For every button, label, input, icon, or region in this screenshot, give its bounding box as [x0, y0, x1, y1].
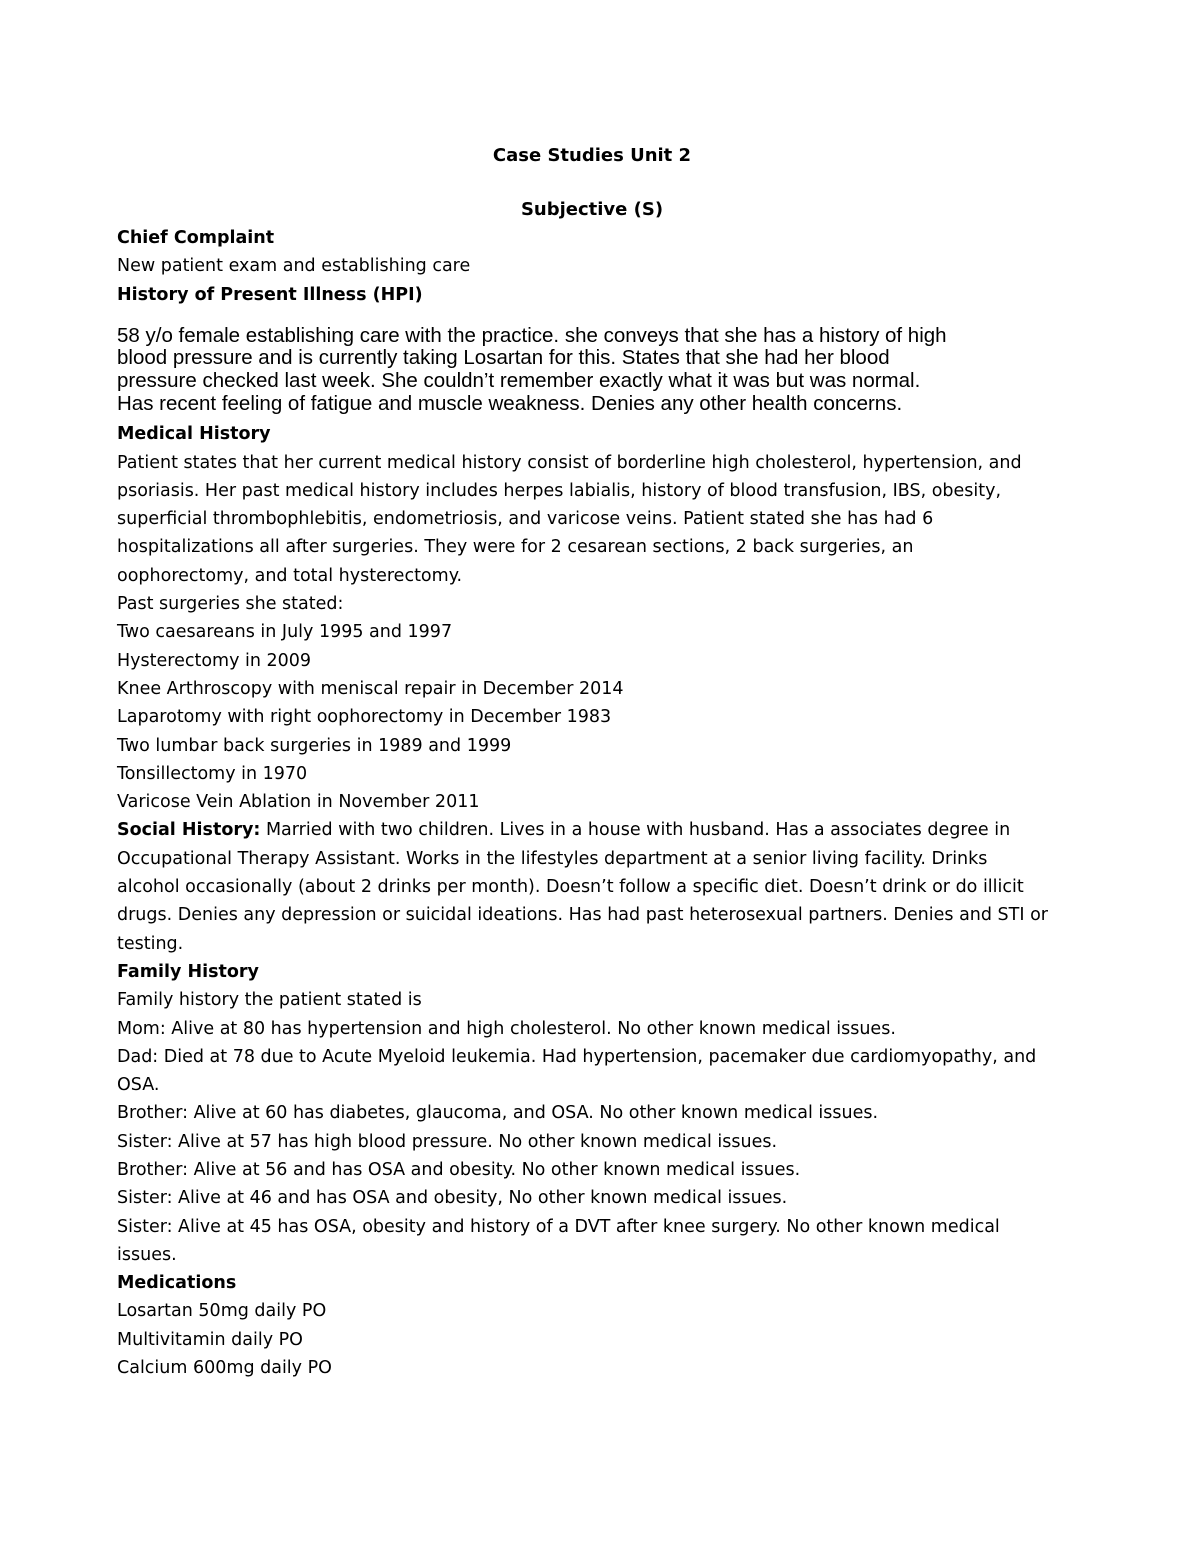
medical-history-line: hospitalizations all after surgeries. They were for 2 cesarean sections, 2 back surgeries, an: [117, 537, 914, 558]
family-history-line: Sister: Alive at 45 has OSA, obesity and history of a DVT after knee surgery. No other known medical: [117, 1216, 1000, 1237]
family-history-line: Family history the patient stated is: [117, 990, 422, 1011]
family-history-line: Sister: Alive at 46 and has OSA and obesity, No other known medical issues.: [117, 1188, 788, 1209]
chief-complaint-text: New patient exam and establishing care: [117, 256, 471, 277]
family-history-line: Brother: Alive at 60 has diabetes, glaucoma, and OSA. No other known medical issues.: [117, 1103, 879, 1124]
surgery-item: Laparotomy with right oophorectomy in December 1983: [117, 707, 612, 728]
social-history-first-line: [117, 816, 1067, 844]
surgery-item: Tonsillectomy in 1970: [117, 763, 308, 784]
hpi-line: pressure checked last week. She couldn’t remember exactly what it was but was normal.: [117, 369, 921, 393]
surgery-item: Two lumbar back surgeries in 1989 and 1999: [117, 735, 512, 756]
family-history-heading: Family History: [117, 961, 259, 982]
surgery-item: Varicose Vein Ablation in November 2011: [117, 792, 480, 813]
document-content: [117, 142, 1067, 1382]
family-history-line: issues.: [117, 1244, 177, 1265]
hpi-line: blood pressure and is currently taking Losartan for this. States that she had her blood: [117, 346, 890, 370]
hpi-paragraph: [117, 325, 1067, 415]
social-history-line: Occupational Therapy Assistant. Works in the lifestyles department at a senior living facility. Drinks: [117, 848, 988, 869]
social-history-line: drugs. Denies any depression or suicidal ideations. Has had past heterosexual partners. Denies and STI or: [117, 905, 1048, 926]
medical-history-line: superficial thrombophlebitis, endometriosis, and varicose veins. Patient stated she has had 6: [117, 509, 934, 530]
hpi-heading: History of Present Illness (HPI): [117, 284, 423, 305]
social-history-label: Social History:: [117, 820, 261, 841]
medication-item: Multivitamin daily PO: [117, 1329, 303, 1350]
medical-history-line: Patient states that her current medical history consist of borderline high cholesterol, hypertension, and: [117, 452, 1022, 473]
family-history-line: Mom: Alive at 80 has hypertension and high cholesterol. No other known medical issues.: [117, 1018, 896, 1039]
social-history-line: testing.: [117, 933, 184, 954]
surgery-item: Hysterectomy in 2009: [117, 650, 312, 671]
family-history-line: Dad: Died at 78 due to Acute Myeloid leukemia. Had hypertension, pacemaker due cardiomyopathy, and: [117, 1046, 1037, 1067]
medication-item: Losartan 50mg daily PO: [117, 1301, 327, 1322]
surgery-item: Knee Arthroscopy with meniscal repair in December 2014: [117, 678, 624, 699]
surgeries-intro: Past surgeries she stated:: [117, 594, 344, 615]
chief-complaint-heading: Chief Complaint: [117, 228, 275, 248]
family-history-line: OSA.: [117, 1075, 160, 1096]
hpi-line: Has recent feeling of fatigue and muscle weakness. Denies any other health concerns.: [117, 391, 903, 415]
surgery-item: Two caesareans in July 1995 and 1997: [117, 622, 453, 643]
medications-heading: Medications: [117, 1273, 237, 1294]
medication-item: Calcium 600mg daily PO: [117, 1358, 332, 1379]
medical-history-line: psoriasis. Her past medical history includes herpes labialis, history of blood transfusion, IBS, obesity,: [117, 480, 1002, 501]
document-title: Case Studies Unit 2: [492, 145, 692, 166]
hpi-line: 58 y/o female establishing care with the practice. she conveys that she has a history of high: [117, 323, 947, 347]
family-history-line: Brother: Alive at 56 and has OSA and obesity. No other known medical issues.: [117, 1159, 801, 1180]
family-history-line: Sister: Alive at 57 has high blood pressure. No other known medical issues.: [117, 1131, 778, 1152]
medical-history-heading: Medical History: [117, 424, 271, 445]
medical-history-line: oophorectomy, and total hysterectomy.: [117, 565, 463, 586]
social-history-line: alcohol occasionally (about 2 drinks per month). Doesn’t follow a specific diet. Doesn’t drink or do illicit: [117, 877, 1024, 898]
section-title-subjective: Subjective (S): [520, 199, 664, 220]
social-history-text: Married with two children. Lives in a house with husband. Has a associates degree in: [260, 820, 1011, 841]
